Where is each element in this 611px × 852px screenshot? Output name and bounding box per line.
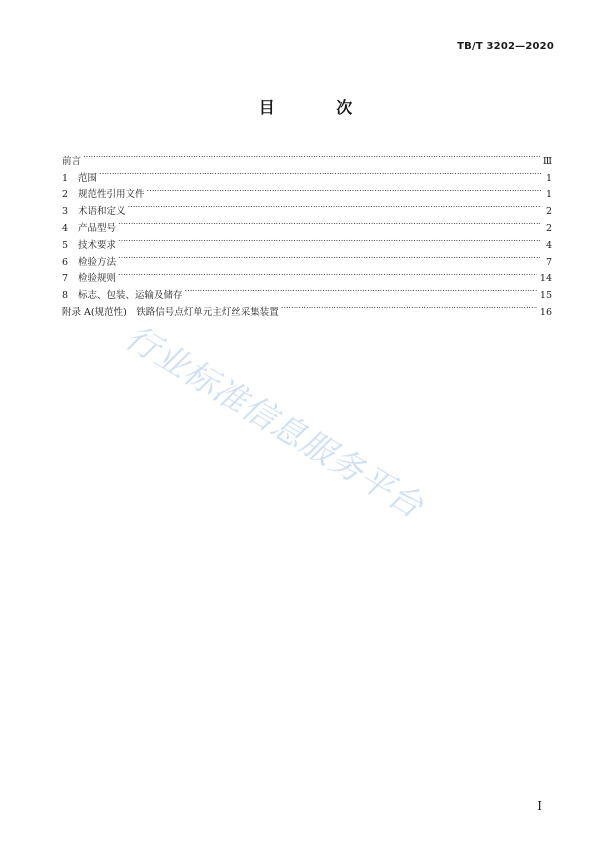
page-title: 目 次 [258,98,381,117]
toc-page-number: Ⅲ [542,155,552,167]
toc-entry-foreword[interactable] [62,147,552,167]
toc-label: 附录 A(规范性) 铁路信号点灯单元主灯丝采集装置 [62,306,279,318]
toc-label: 标志、包装、运输及储存 [78,290,183,302]
toc-entry-2[interactable] [62,181,552,201]
toc-label: 术语和定义 [78,206,126,218]
table-of-contents [62,147,552,318]
standard-number: TB/T 3202—2020 [457,41,554,52]
toc-leader-dots [118,231,541,248]
toc-page-number: 2 [545,206,552,218]
toc-entry-3[interactable] [62,197,552,218]
toc-entry-7[interactable] [62,265,552,285]
toc-entry-5[interactable] [62,231,552,251]
toc-leader-dots [118,248,541,265]
toc-leader-dots [83,147,540,164]
toc-label: 范围 [78,172,98,184]
toc-leader-dots [185,281,537,298]
toc-label: 检验规则 [78,273,117,285]
toc-leader-dots [147,181,541,198]
toc-page-number: 4 [545,239,552,251]
toc-label: 检验方法 [78,256,117,268]
toc-entry-4[interactable] [62,214,552,234]
toc-label: 前言 [62,155,82,167]
toc-section-number: 1 [62,172,69,184]
toc-page-number: 7 [545,256,552,268]
toc-page-number: 16 [539,306,552,318]
toc-leader-dots [118,214,541,231]
watermark: 行业标准信息服务平台 [118,317,431,526]
toc-page-number: 1 [545,172,552,184]
toc-entry-8[interactable] [62,281,552,302]
toc-entry-1[interactable] [62,164,552,184]
toc-section-number: 4 [62,222,69,234]
toc-section-number: 3 [62,206,69,218]
toc-leader-dots [118,265,537,282]
page-number: Ⅰ [537,799,542,813]
toc-label: 产品型号 [78,222,117,234]
toc-section-number: 7 [62,273,69,285]
toc-page-number: 2 [545,222,552,234]
toc-section-number: 6 [62,256,69,268]
toc-label: 技术要求 [78,239,117,251]
toc-label: 规范性引用文件 [78,189,145,201]
toc-section-number: 2 [62,189,69,201]
toc-page-number: 14 [539,273,552,285]
toc-entry-6[interactable] [62,248,552,268]
toc-leader-dots [281,298,537,315]
toc-section-number: 5 [62,239,69,251]
toc-page-number: 1 [545,189,552,201]
toc-leader-dots [99,164,541,181]
toc-section-number: 8 [62,290,69,302]
toc-leader-dots [128,197,541,214]
toc-page-number: 15 [539,290,552,302]
